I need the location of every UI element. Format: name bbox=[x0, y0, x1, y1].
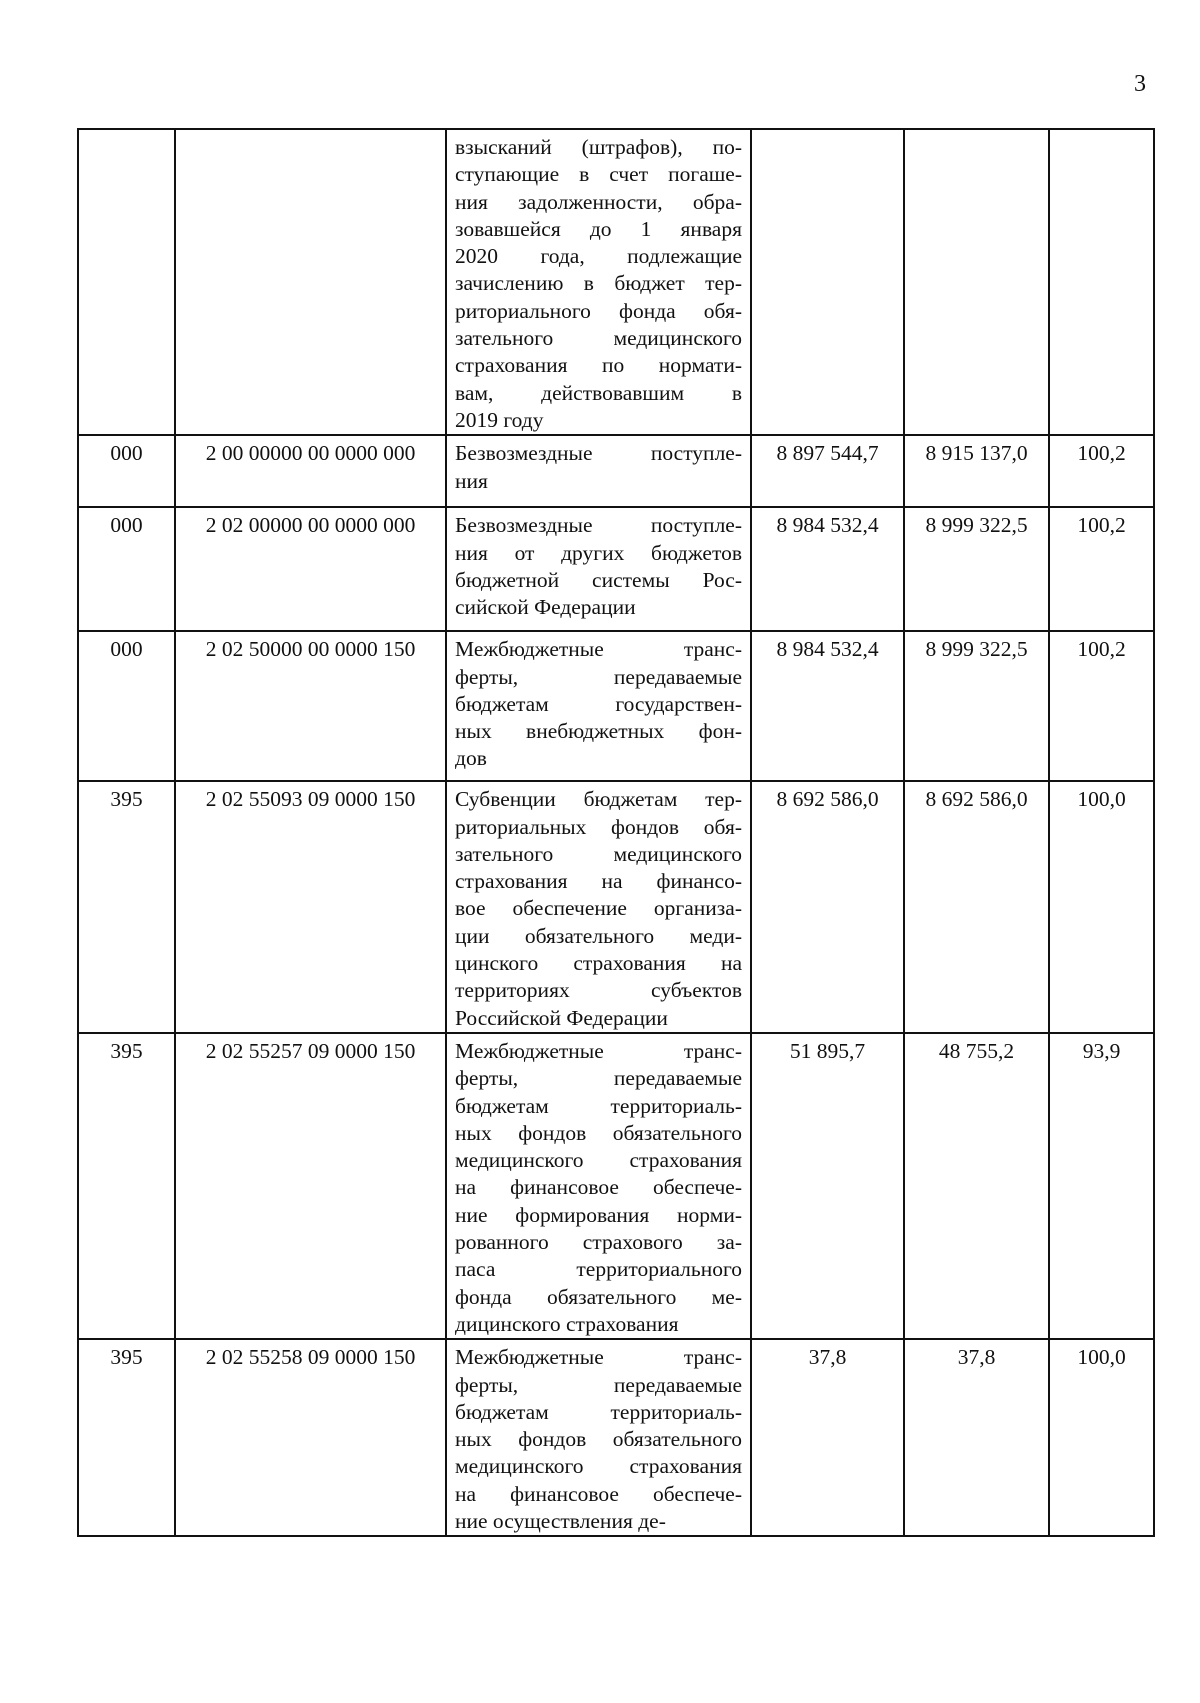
table-row bbox=[78, 129, 1154, 435]
budget-classification-code-cell bbox=[175, 129, 446, 435]
revenue-name-line: бюджетам территориаль- bbox=[455, 1399, 742, 1424]
revenue-name-cell bbox=[446, 1339, 751, 1536]
revenue-name-line: взысканий (штрафов), по- bbox=[455, 135, 742, 159]
revenue-name-line: 2019 году bbox=[455, 407, 544, 432]
table-row bbox=[78, 507, 1154, 631]
revenue-name-line: ступающие в счет погаше- bbox=[455, 162, 742, 187]
execution-percent-cell: 100,0 bbox=[1049, 1339, 1154, 1536]
revenue-name-line: бюджетам территориаль- bbox=[455, 1093, 742, 1118]
revenue-name-cell bbox=[446, 507, 751, 631]
revenue-name-line: зовавшейся до 1 января bbox=[455, 216, 742, 241]
revenue-name-line: ния от других бюджетов bbox=[455, 540, 742, 565]
revenue-name-cell bbox=[446, 435, 751, 507]
revenue-name-line: Безвозмездные поступле- bbox=[455, 441, 742, 466]
admin-code-cell: 000 bbox=[78, 507, 175, 631]
executed-amount-cell: 8 915 137,0 bbox=[904, 435, 1049, 507]
approved-amount-cell: 8 692 586,0 bbox=[751, 781, 904, 1033]
admin-code-cell: 395 bbox=[78, 1033, 175, 1339]
revenue-name-line: фонда обязательного ме- bbox=[455, 1284, 742, 1309]
revenue-name-line: ферты, передаваемые bbox=[455, 1372, 742, 1397]
revenue-name-line: Российской Федерации bbox=[455, 1005, 668, 1030]
table-row bbox=[78, 631, 1154, 781]
revenue-name-line: паса территориального bbox=[455, 1257, 742, 1282]
admin-code-cell: 395 bbox=[78, 1339, 175, 1536]
table-row bbox=[78, 1033, 1154, 1339]
revenue-name-line: бюджетам государствен- bbox=[455, 691, 742, 716]
budget-classification-code-cell: 2 00 00000 00 0000 000 bbox=[175, 435, 446, 507]
approved-amount-cell: 8 897 544,7 bbox=[751, 435, 904, 507]
revenue-name-line: бюджетной системы Рос- bbox=[455, 567, 742, 592]
revenue-name-cell bbox=[446, 1033, 751, 1339]
executed-amount-cell: 8 999 322,5 bbox=[904, 507, 1049, 631]
execution-percent-cell bbox=[1049, 129, 1154, 435]
revenue-name-line: зательного медицинского bbox=[455, 326, 742, 351]
execution-percent-cell: 100,2 bbox=[1049, 435, 1154, 507]
revenue-name-line: ние формирования норми- bbox=[455, 1202, 742, 1227]
revenue-name-line: ных внебюджетных фон- bbox=[455, 719, 742, 744]
revenue-name-line: на финансовое обеспече- bbox=[455, 1481, 742, 1506]
approved-amount-cell: 8 984 532,4 bbox=[751, 507, 904, 631]
approved-amount-cell bbox=[751, 129, 904, 435]
revenue-name-line: риториальных фондов обя- bbox=[455, 814, 742, 839]
revenue-name-line: зачислению в бюджет тер- bbox=[455, 271, 742, 296]
revenue-name-cell bbox=[446, 129, 751, 435]
admin-code-cell: 000 bbox=[78, 435, 175, 507]
admin-code-cell: 395 bbox=[78, 781, 175, 1033]
revenue-name-line: ния bbox=[455, 468, 488, 493]
table-row bbox=[78, 781, 1154, 1033]
budget-classification-code-cell: 2 02 50000 00 0000 150 bbox=[175, 631, 446, 781]
revenue-name-line: цинского страхования на bbox=[455, 951, 742, 976]
revenue-name-line: ферты, передаваемые bbox=[455, 664, 742, 689]
revenue-name-line: Безвозмездные поступле- bbox=[455, 513, 742, 538]
revenue-name-line: рованного страхового за- bbox=[455, 1230, 742, 1255]
revenue-name-line: Межбюджетные транс- bbox=[455, 1038, 742, 1063]
budget-classification-code-cell: 2 02 55257 09 0000 150 bbox=[175, 1033, 446, 1339]
executed-amount-cell: 37,8 bbox=[904, 1339, 1049, 1536]
revenue-name-line: зательного медицинского bbox=[455, 841, 742, 866]
page-number: 3 bbox=[1134, 71, 1146, 97]
executed-amount-cell: 8 692 586,0 bbox=[904, 781, 1049, 1033]
revenue-name-cell bbox=[446, 781, 751, 1033]
revenue-name-line: ных фондов обязательного bbox=[455, 1120, 742, 1145]
revenue-name-line: медицинского страхования bbox=[455, 1148, 742, 1173]
revenue-name-line: ферты, передаваемые bbox=[455, 1066, 742, 1091]
revenue-name-line: вое обеспечение организа- bbox=[455, 896, 742, 921]
table-row bbox=[78, 1339, 1154, 1536]
revenue-name-cell bbox=[446, 631, 751, 781]
revenue-name-line: страхования по нормати- bbox=[455, 353, 742, 378]
admin-code-cell: 000 bbox=[78, 631, 175, 781]
revenue-name-line: ции обязательного меди- bbox=[455, 923, 742, 948]
revenue-name-line: ние осуществления де- bbox=[455, 1508, 666, 1533]
revenue-name-line: Межбюджетные транс- bbox=[455, 1345, 742, 1370]
budget-classification-code-cell: 2 02 55258 09 0000 150 bbox=[175, 1339, 446, 1536]
revenue-name-line: на финансовое обеспече- bbox=[455, 1175, 742, 1200]
revenue-name-line: риториального фонда обя- bbox=[455, 298, 742, 323]
revenue-name-line: сийской Федерации bbox=[455, 595, 636, 620]
approved-amount-cell: 8 984 532,4 bbox=[751, 631, 904, 781]
admin-code-cell bbox=[78, 129, 175, 435]
revenue-name-line: страхования на финансо- bbox=[455, 869, 742, 894]
revenue-table bbox=[77, 128, 1155, 1537]
revenue-name-line: Межбюджетные транс- bbox=[455, 637, 742, 662]
execution-percent-cell: 100,2 bbox=[1049, 631, 1154, 781]
revenue-name-line: ния задолженности, обра- bbox=[455, 189, 742, 214]
executed-amount-cell: 48 755,2 bbox=[904, 1033, 1049, 1339]
budget-classification-code-cell: 2 02 55093 09 0000 150 bbox=[175, 781, 446, 1033]
execution-percent-cell: 93,9 bbox=[1049, 1033, 1154, 1339]
revenue-name-line: вам, действовавшим в bbox=[455, 380, 742, 405]
revenue-name-line: дов bbox=[455, 746, 487, 771]
revenue-name-line: территориях субъектов bbox=[455, 978, 742, 1003]
execution-percent-cell: 100,2 bbox=[1049, 507, 1154, 631]
approved-amount-cell: 51 895,7 bbox=[751, 1033, 904, 1339]
execution-percent-cell: 100,0 bbox=[1049, 781, 1154, 1033]
revenue-name-line: Субвенции бюджетам тер- bbox=[455, 787, 742, 812]
executed-amount-cell: 8 999 322,5 bbox=[904, 631, 1049, 781]
approved-amount-cell: 37,8 bbox=[751, 1339, 904, 1536]
executed-amount-cell bbox=[904, 129, 1049, 435]
revenue-name-line: дицинского страхования bbox=[455, 1311, 679, 1336]
revenue-name-line: ных фондов обязательного bbox=[455, 1427, 742, 1452]
revenue-name-line: медицинского страхования bbox=[455, 1454, 742, 1479]
table-body bbox=[78, 129, 1154, 1536]
budget-classification-code-cell: 2 02 00000 00 0000 000 bbox=[175, 507, 446, 631]
table-row bbox=[78, 435, 1154, 507]
revenue-name-line: 2020 года, подлежащие bbox=[455, 244, 742, 269]
